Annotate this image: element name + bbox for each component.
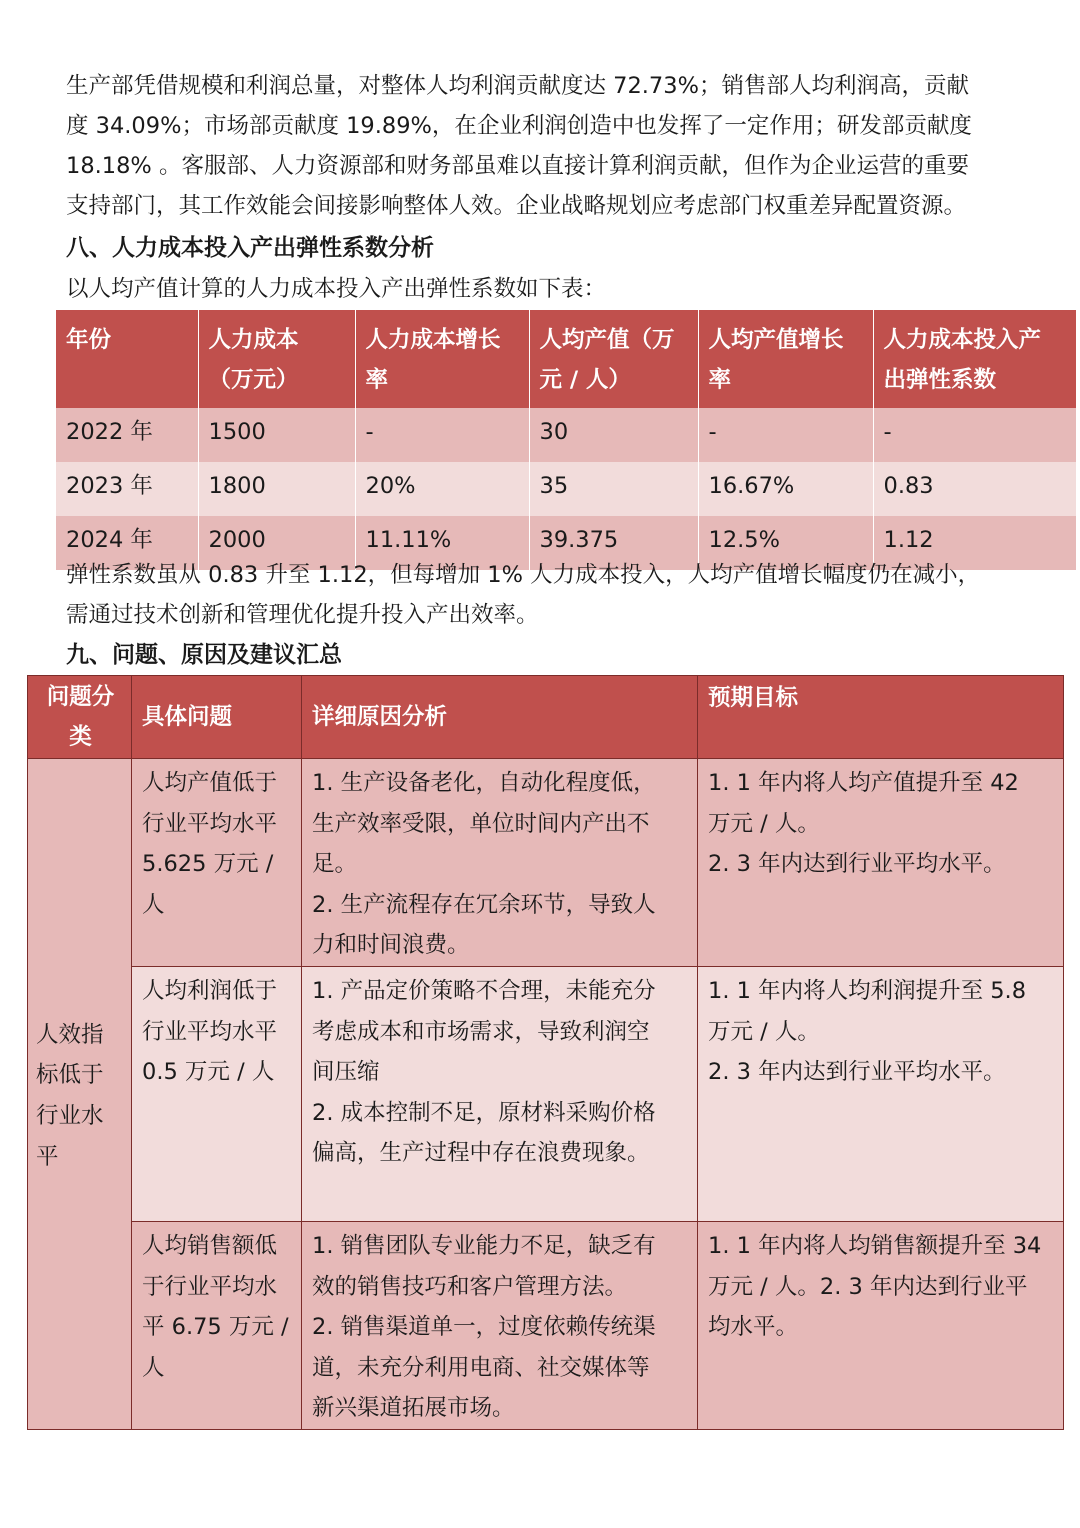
table-cell: 1800 xyxy=(198,462,355,516)
table-cell: - xyxy=(873,408,1076,462)
header-elasticity: 人力成本投入产 出弹性系数 xyxy=(873,310,1076,408)
header-goal: 预期目标 xyxy=(698,676,1064,759)
elasticity-table xyxy=(56,310,1076,570)
elasticity-note-line: 需通过技术创新和管理优化提升投入产出效率。 xyxy=(66,602,539,628)
table-row xyxy=(28,966,1064,1221)
header-problem: 具体问题 xyxy=(132,676,302,759)
table-cell: 2023 年 xyxy=(56,462,198,516)
header-category: 问题分 类 xyxy=(28,676,132,759)
reason-cell: 1. 生产设备老化，自动化程度低， 生产效率受限，单位时间内产出不 足。 2. 生产流程存在冗余环节，导致人 力和时间浪费。 xyxy=(302,759,698,967)
table-cell: 20% xyxy=(355,462,529,516)
table-row xyxy=(28,1221,1064,1429)
table-cell: 39.375 xyxy=(529,516,698,570)
intro-paragraph xyxy=(66,66,1016,226)
reason-cell: 1. 销售团队专业能力不足，缺乏有 效的销售技巧和客户管理方法。 2. 销售渠道单一，过度依赖传统渠 道，未充分利用电商、社交媒体等 新兴渠道拓展市场。 xyxy=(302,1221,698,1429)
header-year: 年份 xyxy=(56,310,198,408)
table-cell: 2000 xyxy=(198,516,355,570)
table-cell: 16.67% xyxy=(698,462,873,516)
table-cell: 12.5% xyxy=(698,516,873,570)
goal-cell: 1. 1 年内将人均利润提升至 5.8 万元 / 人。 2. 3 年内达到行业平均水平。 xyxy=(698,966,1064,1221)
table-cell: 1.12 xyxy=(873,516,1076,570)
intro-line: 生产部凭借规模和利润总量，对整体人均利润贡献度达 72.73%；销售部人均利润高，贡献 xyxy=(66,73,969,99)
table-cell: - xyxy=(355,408,529,462)
table-row xyxy=(28,759,1064,967)
intro-line: 支持部门，其工作效能会间接影响整体人效。企业战略规划应考虑部门权重差异配置资源。 xyxy=(66,193,967,219)
table-cell: 0.83 xyxy=(873,462,1076,516)
table-cell: 2022 年 xyxy=(56,408,198,462)
section-9-heading: 九、问题、原因及建议汇总 xyxy=(66,642,342,668)
problem-cell: 人均产值低于 行业平均水平 5.625 万元 / 人 xyxy=(132,759,302,967)
section-8-intro xyxy=(66,269,1016,309)
table-row xyxy=(56,408,1076,462)
goal-cell: 1. 1 年内将人均销售额提升至 34 万元 / 人。2. 3 年内达到行业平 均水平。 xyxy=(698,1221,1064,1429)
table-cell: - xyxy=(698,408,873,462)
reason-cell: 1. 产品定价策略不合理，未能充分 考虑成本和市场需求，导致利润空 间压缩 2. 成本控制不足，原材料采购价格 偏高，生产过程中存在浪费现象。 xyxy=(302,966,698,1221)
summary-header-row xyxy=(28,676,1064,759)
problem-cell: 人均利润低于 行业平均水平 0.5 万元 / 人 xyxy=(132,966,302,1221)
elasticity-header-row xyxy=(56,310,1076,408)
header-reason: 详细原因分析 xyxy=(302,676,698,759)
table-cell: 1500 xyxy=(198,408,355,462)
table-cell: 35 xyxy=(529,462,698,516)
problem-cell: 人均销售额低 于行业平均水 平 6.75 万元 / 人 xyxy=(132,1221,302,1429)
table-cell: 30 xyxy=(529,408,698,462)
header-output-per-capita: 人均产值（万 元 / 人） xyxy=(529,310,698,408)
intro-line: 度 34.09%；市场部贡献度 19.89%，在企业利润创造中也发挥了一定作用；研发部贡献度 xyxy=(66,113,972,139)
category-cell: 人效指 标低于 行业水 平 xyxy=(28,759,132,1430)
elasticity-note xyxy=(66,555,1016,635)
intro-line: 18.18% 。客服部、人力资源部和财务部虽难以直接计算利润贡献，但作为企业运营的重要 xyxy=(66,153,969,179)
table-row xyxy=(56,462,1076,516)
goal-cell: 1. 1 年内将人均产值提升至 42 万元 / 人。 2. 3 年内达到行业平均水平。 xyxy=(698,759,1064,967)
table-cell: 11.11% xyxy=(355,516,529,570)
header-labor-cost-growth: 人力成本增长 率 xyxy=(355,310,529,408)
section-8-heading: 八、人力成本投入产出弹性系数分析 xyxy=(66,235,434,261)
elasticity-note-line: 弹性系数虽从 0.83 升至 1.12，但每增加 1% 人力成本投入，人均产值增长幅度仍在减小， xyxy=(66,562,981,588)
header-output-growth: 人均产值增长 率 xyxy=(698,310,873,408)
table-cell: 2024 年 xyxy=(56,516,198,570)
section-8-intro-text: 以人均产值计算的人力成本投入产出弹性系数如下表： xyxy=(66,276,607,302)
problem-summary-table xyxy=(27,675,1064,1430)
header-labor-cost: 人力成本 （万元） xyxy=(198,310,355,408)
